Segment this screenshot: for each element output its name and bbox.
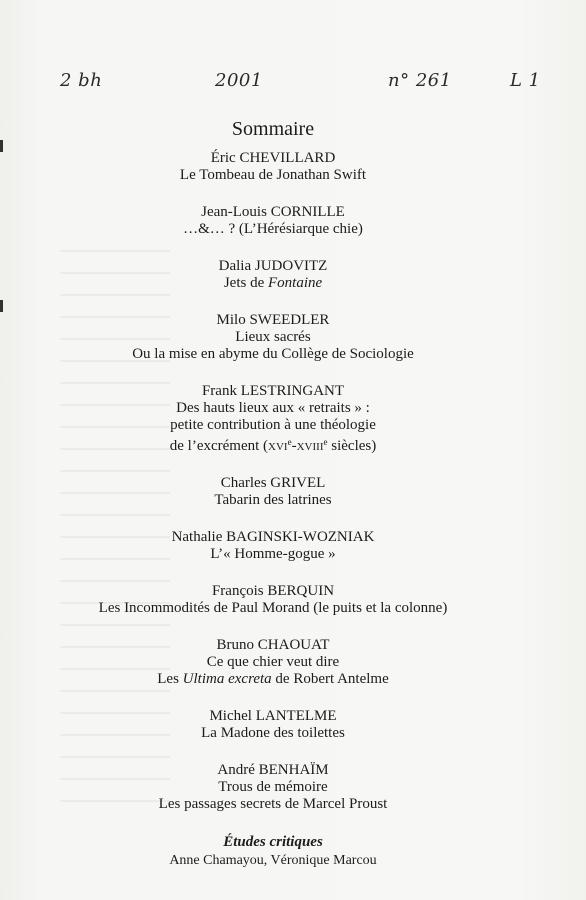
line-prefix: de l’excrément ( bbox=[169, 438, 269, 454]
century-dash: - bbox=[291, 438, 297, 454]
century-2: xviii bbox=[296, 438, 324, 454]
entry-title: Trous de mémoire bbox=[218, 779, 328, 795]
entry-title: Des hauts lieux aux « retraits » : bbox=[176, 400, 370, 416]
entry-title: Le Tombeau de Jonathan Swift bbox=[179, 167, 367, 183]
entry-author: Bruno CHAOUAT bbox=[216, 637, 330, 653]
toc-entry bbox=[0, 762, 546, 813]
toc-entry bbox=[0, 708, 546, 742]
critiques-heading: Études critiques bbox=[223, 834, 323, 850]
toc-entry bbox=[0, 312, 546, 363]
entry-author: Michel LANTELME bbox=[209, 708, 337, 724]
entry-subtitle: Ou la mise en abyme du Collège de Sociologie bbox=[132, 346, 414, 362]
entry-title: La Madone des toilettes bbox=[201, 725, 345, 741]
entry-author: Dalia JUDOVITZ bbox=[218, 258, 328, 274]
entry-author: Charles GRIVEL bbox=[220, 475, 326, 491]
toc-entry bbox=[0, 204, 546, 238]
entry-author: Milo SWEEDLER bbox=[216, 312, 330, 328]
entry-title bbox=[0, 275, 546, 292]
critiques-authors: Anne Chamayou, Véronique Marcou bbox=[169, 853, 377, 868]
entry-title: Ce que chier veut dire bbox=[206, 654, 340, 670]
entry-author: Jean-Louis CORNILLE bbox=[201, 204, 345, 220]
entry-title: Les Incommodités de Paul Morand (le puits et la colonne) bbox=[98, 600, 448, 616]
century-2-suffix: e bbox=[323, 437, 328, 447]
century-1: xvi bbox=[268, 438, 288, 454]
entry-title: petite contribution à une théologie bbox=[170, 417, 376, 433]
entry-author: François BERQUIN bbox=[211, 583, 335, 599]
toc-entry bbox=[0, 583, 546, 617]
entry-subtitle: Les passages secrets de Marcel Proust bbox=[158, 796, 388, 812]
table-of-contents bbox=[0, 116, 546, 871]
entry-title bbox=[0, 434, 546, 455]
line-suffix: siècles) bbox=[327, 438, 377, 454]
line-italic: Ultima excreta bbox=[182, 671, 272, 687]
line-prefix: Les bbox=[157, 671, 183, 687]
entry-title: Tabarin des latrines bbox=[214, 492, 332, 508]
entry-subtitle bbox=[0, 671, 546, 688]
entry-title: Lieux sacrés bbox=[235, 329, 311, 345]
toc-entry bbox=[0, 529, 546, 563]
toc-entry bbox=[0, 258, 546, 292]
entry-author: Nathalie BAGINSKI-WOZNIAK bbox=[171, 529, 375, 545]
entry-author: Éric CHEVILLARD bbox=[210, 150, 336, 166]
century-1-suffix: e bbox=[287, 437, 292, 447]
toc-entry bbox=[0, 150, 546, 184]
entry-author: Frank LESTRINGANT bbox=[201, 383, 345, 399]
entry-title: …&… ? (L’Hérésiarque chie) bbox=[183, 221, 363, 237]
page-title: Sommaire bbox=[231, 118, 315, 140]
entry-title: L’« Homme-gogue » bbox=[210, 546, 336, 562]
line-suffix: de Robert Antelme bbox=[271, 671, 389, 687]
toc-entry bbox=[0, 637, 546, 688]
toc-entry bbox=[0, 383, 546, 455]
entry-author: André BENHAÏM bbox=[217, 762, 329, 778]
handwritten-note-2: 2001 bbox=[215, 70, 263, 91]
handwritten-note-1: 2 bh bbox=[60, 70, 103, 91]
entry-title-italic: Fontaine bbox=[268, 275, 323, 291]
handwritten-note-4: L 1 bbox=[510, 70, 541, 91]
handwritten-note-3: n° 261 bbox=[388, 70, 452, 91]
entry-title-text: Jets de bbox=[223, 275, 265, 291]
toc-entry bbox=[0, 475, 546, 509]
